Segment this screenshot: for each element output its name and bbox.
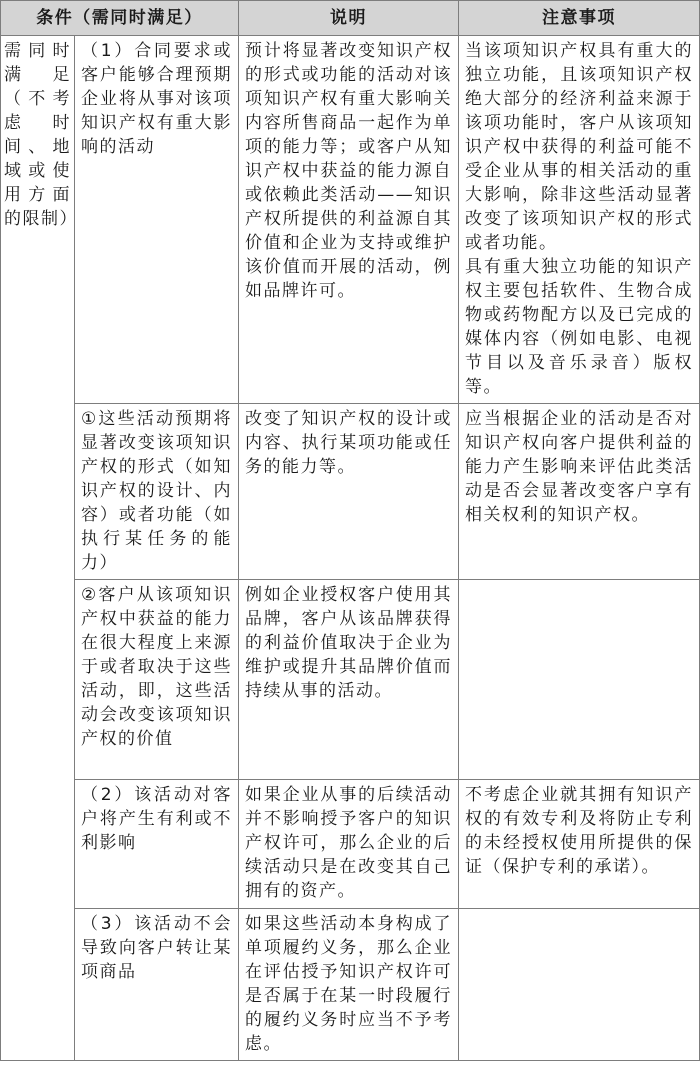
header-notes: 注意事项 [459, 1, 700, 36]
notes-cell [459, 580, 700, 780]
notes-cell: 应当根据企业的活动是否对知识产权向客户提供利益的能力产生影响来评估此类活动是否会显著改变客户享有相关权利的知识产权。 [459, 404, 700, 580]
description-cell: 例如企业授权客户使用其品牌，客户从该品牌获得的利益价值取决于企业为维护或提升其品牌价值而持续从事的活动。 [239, 580, 459, 780]
header-description: 说明 [239, 1, 459, 36]
condition-cell: （3）该活动不会导致向客户转让某项商品 [75, 909, 239, 1061]
description-cell: 改变了知识产权的设计或内容、执行某项功能或任务的能力等。 [239, 404, 459, 580]
notes-cell [459, 909, 700, 1061]
table-row [1, 780, 700, 909]
table-row [1, 909, 700, 1061]
description-cell: 预计将显著改变知识产权的形式或功能的活动对该项知识产权有重大影响关内容所售商品一起作为单项的能力等；或客户从知识产权中获益的能力源自或依赖此类活动——知识产权所提供的利益源自其价值和企业为支持或维护该价值而开展的活动，例如品牌许可。 [239, 36, 459, 404]
condition-cell: （1）合同要求或客户能够合理预期企业将从事对该项知识产权有重大影响的活动 [75, 36, 239, 404]
table-row [1, 36, 700, 404]
table-header-row [1, 1, 700, 36]
description-cell: 如果企业从事的后续活动并不影响授予客户的知识产权许可，那么企业的后续活动只是在改变其自己拥有的资产。 [239, 780, 459, 909]
condition-cell: ②客户从该项知识产权中获益的能力在很大程度上来源于或者取决于这些活动，即，这些活动会改变该项知识产权的价值 [75, 580, 239, 780]
table-row [1, 580, 700, 780]
notes-cell: 当该项知识产权具有重大的独立功能，且该项知识产权绝大部分的经济利益来源于该项功能时，客户从该项知识产权中获得的利益可能不受企业从事的相关活动的重大影响，除非这些活动显著改变了该项知识产权的形式或者功能。 具有重大独立功能的知识产权主要包括软件、生物合成物或药物配方以及已完成的媒体内容（例如电影、电视节目以及音乐录音）版权等。 [459, 36, 700, 404]
description-cell: 如果这些活动本身构成了单项履约义务，那么企业在评估授予知识产权许可是否属于在某一时段履行的履约义务时应当不予考虑。 [239, 909, 459, 1061]
header-condition: 条件（需同时满足） [1, 1, 239, 36]
condition-cell: ①这些活动预期将显著改变该项知识产权的形式（如知识产权的设计、内容）或者功能（如执行某任务的能力） [75, 404, 239, 580]
condition-cell: （2）该活动对客户将产生有利或不利影响 [75, 780, 239, 909]
main-condition-cell: 需同时满足（不考虑时间、地域或使用方面的限制） [1, 36, 75, 1061]
table-row [1, 404, 700, 580]
notes-cell: 不考虑企业就其拥有知识产权的有效专利及将防止专利的未经授权使用所提供的保证（保护专利的承诺）。 [459, 780, 700, 909]
